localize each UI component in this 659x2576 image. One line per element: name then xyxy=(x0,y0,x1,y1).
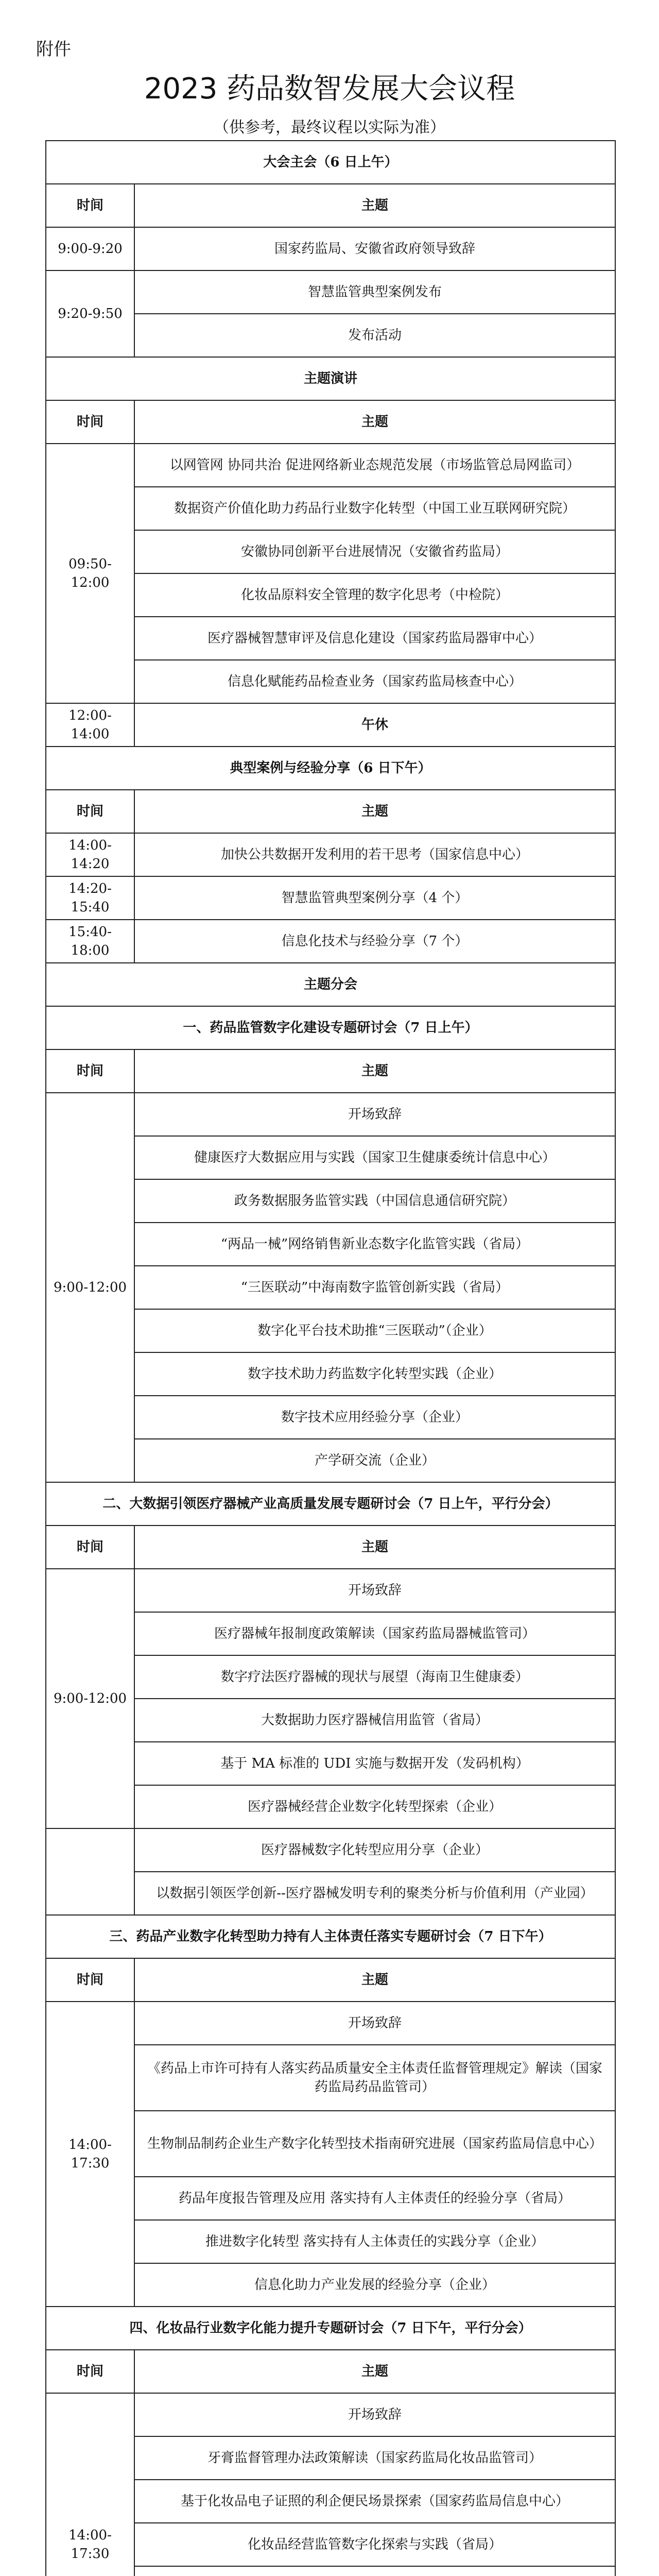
header-time: 时间 xyxy=(46,2350,134,2393)
topic-cell: 政务数据服务监管实践（中国信息通信研究院） xyxy=(134,1179,615,1223)
topic-cell: 数字疗法医疗器械的现状与展望（海南卫生健康委） xyxy=(134,1655,615,1699)
section-row xyxy=(46,1006,615,1049)
header-time: 时间 xyxy=(46,1958,134,2002)
section-row xyxy=(46,2307,615,2350)
topic-cell: 《药品上市许可持有人落实药品质量安全主体责任监督管理规定》解读（国家药监局药品监管司） xyxy=(134,2045,615,2111)
time-cell: 14:00-17:30 xyxy=(46,2393,134,2576)
topic-cell: 医疗器械年报制度政策解读（国家药监局器械监管司） xyxy=(134,1612,615,1655)
topic-cell: “三医联动”中海南数字监管创新实践（省局） xyxy=(134,1266,615,1309)
topic-cell: 数字化平台技术助推“三医联动”（企业） xyxy=(134,1309,615,1352)
topic-cell: 医疗器械智慧审评及信息化建设（国家药监局器审中心） xyxy=(134,617,615,660)
topic-cell: 推进数字化转型 落实持有人主体责任的实践分享（企业） xyxy=(134,2220,615,2263)
topic-cell: 数据资产价值化助力药品行业数字化转型（中国工业互联网研究院） xyxy=(134,487,615,530)
attachment-label: 附件 xyxy=(36,39,71,60)
header-row xyxy=(46,1526,615,1569)
table-row xyxy=(46,2393,615,2436)
table-row xyxy=(46,227,615,270)
header-topic: 主题 xyxy=(134,2350,615,2393)
header-time: 时间 xyxy=(46,1526,134,1569)
topic-cell: 牙膏监督管理办法政策解读（国家药监局化妆品监管司） xyxy=(134,2436,615,2480)
topic-cell: 大数据助力医疗器械信用监管（省局） xyxy=(134,1699,615,1742)
section-title: 主题分会 xyxy=(46,963,615,1006)
forum-title: 一、药品监管数字化建设专题研讨会（7 日上午） xyxy=(46,1006,615,1049)
section-row xyxy=(46,963,615,1006)
topic-cell: 信息化助力产业发展的经验分享（企业） xyxy=(134,2263,615,2307)
topic-cell: 医疗器械经营企业数字化转型探索（企业） xyxy=(134,1785,615,1828)
break-cell: 午休 xyxy=(134,703,615,747)
time-cell: 15:40-18:00 xyxy=(46,920,134,963)
header-topic: 主题 xyxy=(134,400,615,444)
topic-cell: 国家药监局、安徽省政府领导致辞 xyxy=(134,227,615,270)
time-cell: 9:20-9:50 xyxy=(46,270,134,357)
time-cell: 12:00-14:00 xyxy=(46,703,134,747)
topic-cell: 药品年度报告管理及应用 落实持有人主体责任的经验分享（省局） xyxy=(134,2177,615,2220)
header-time: 时间 xyxy=(46,400,134,444)
topic-cell: 发布活动 xyxy=(134,314,615,357)
topic-cell: 智慧监管典型案例发布 xyxy=(134,270,615,314)
time-cell: 09:50-12:00 xyxy=(46,444,134,703)
topic-cell: 生物制品制药企业生产数字化转型技术指南研究进展（国家药监局信息中心） xyxy=(134,2111,615,2177)
topic-cell xyxy=(134,2566,615,2576)
topic-cell: 信息化技术与经验分享（7 个） xyxy=(134,920,615,963)
header-row xyxy=(46,1958,615,2002)
forum-title: 二、大数据引领医疗器械产业高质量发展专题研讨会（7 日上午，平行分会） xyxy=(46,1482,615,1526)
table-row xyxy=(46,1569,615,1612)
table-row xyxy=(46,876,615,920)
header-topic: 主题 xyxy=(134,790,615,833)
section-row xyxy=(46,1915,615,1958)
table-row xyxy=(46,920,615,963)
agenda-table xyxy=(45,140,616,2576)
topic-cell: 信息化赋能药品检查业务（国家药监局核查中心） xyxy=(134,660,615,703)
topic-cell: 以数据引领医学创新--医疗器械发明专利的聚类分析与价值利用（产业园） xyxy=(134,1872,615,1915)
forum-title: 三、药品产业数字化转型助力持有人主体责任落实专题研讨会（7 日下午） xyxy=(46,1915,615,1958)
time-cell: 9:00-12:00 xyxy=(46,1093,134,1482)
time-cell: 14:20-15:40 xyxy=(46,876,134,920)
header-topic: 主题 xyxy=(134,184,615,227)
page-title: 2023 药品数智发展大会议程 xyxy=(144,72,515,106)
topic-cell: 数字技术助力药监数字化转型实践（企业） xyxy=(134,1352,615,1396)
table-row xyxy=(46,833,615,876)
section-row xyxy=(46,747,615,790)
section-title: 典型案例与经验分享（6 日下午） xyxy=(46,747,615,790)
table-row xyxy=(46,1093,615,1136)
topic-cell: 医疗器械数字化转型应用分享（企业） xyxy=(134,1828,615,1872)
topic-cell: 数字技术应用经验分享（企业） xyxy=(134,1396,615,1439)
header-row xyxy=(46,400,615,444)
time-cell: 9:00-9:20 xyxy=(46,227,134,270)
time-cell: 9:00-12:00 xyxy=(46,1569,134,1828)
table-row xyxy=(46,1828,615,1872)
page-subtitle: （供参考，最终议程以实际为准） xyxy=(214,118,445,137)
topic-cell: 安徽协同创新平台进展情况（安徽省药监局） xyxy=(134,530,615,573)
topic-cell: 化妆品经营监管数字化探索与实践（省局） xyxy=(134,2523,615,2566)
section-title: 主题演讲 xyxy=(46,357,615,400)
time-cell: 14:00-17:30 xyxy=(46,2002,134,2307)
table-row xyxy=(46,444,615,487)
topic-cell: 开场致辞 xyxy=(134,2393,615,2436)
time-cell-empty xyxy=(46,1828,134,1915)
section-row xyxy=(46,357,615,400)
topic-cell: 以网管网 协同共治 促进网络新业态规范发展（市场监管总局网监司） xyxy=(134,444,615,487)
topic-cell: 健康医疗大数据应用与实践（国家卫生健康委统计信息中心） xyxy=(134,1136,615,1179)
header-topic: 主题 xyxy=(134,1958,615,2002)
topic-cell: 开场致辞 xyxy=(134,1093,615,1136)
header-time: 时间 xyxy=(46,790,134,833)
time-cell: 14:00-14:20 xyxy=(46,833,134,876)
topic-cell: 产学研交流（企业） xyxy=(134,1439,615,1482)
header-row xyxy=(46,184,615,227)
forum-title: 四、化妆品行业数字化能力提升专题研讨会（7 日下午，平行分会） xyxy=(46,2307,615,2350)
header-row xyxy=(46,1049,615,1093)
table-row xyxy=(46,703,615,747)
header-topic: 主题 xyxy=(134,1526,615,1569)
topic-cell: 基于化妆品电子证照的利企便民场景探索（国家药监局信息中心） xyxy=(134,2480,615,2523)
topic-cell: 基于 MA 标准的 UDI 实施与数据开发（发码机构） xyxy=(134,1742,615,1785)
topic-cell: “两品一械”网络销售新业态数字化监管实践（省局） xyxy=(134,1223,615,1266)
header-topic: 主题 xyxy=(134,1049,615,1093)
topic-cell: 化妆品原料安全管理的数字化思考（中检院） xyxy=(134,573,615,617)
section-row xyxy=(46,1482,615,1526)
topic-cell: 开场致辞 xyxy=(134,1569,615,1612)
header-row xyxy=(46,790,615,833)
topic-cell: 智慧监管典型案例分享（4 个） xyxy=(134,876,615,920)
section-title: 大会主会（6 日上午） xyxy=(46,141,615,184)
header-time: 时间 xyxy=(46,1049,134,1093)
topic-cell: 加快公共数据开发利用的若干思考（国家信息中心） xyxy=(134,833,615,876)
section-row xyxy=(46,141,615,184)
header-row xyxy=(46,2350,615,2393)
header-time: 时间 xyxy=(46,184,134,227)
table-row xyxy=(46,2002,615,2045)
topic-cell: 开场致辞 xyxy=(134,2002,615,2045)
table-row xyxy=(46,270,615,314)
